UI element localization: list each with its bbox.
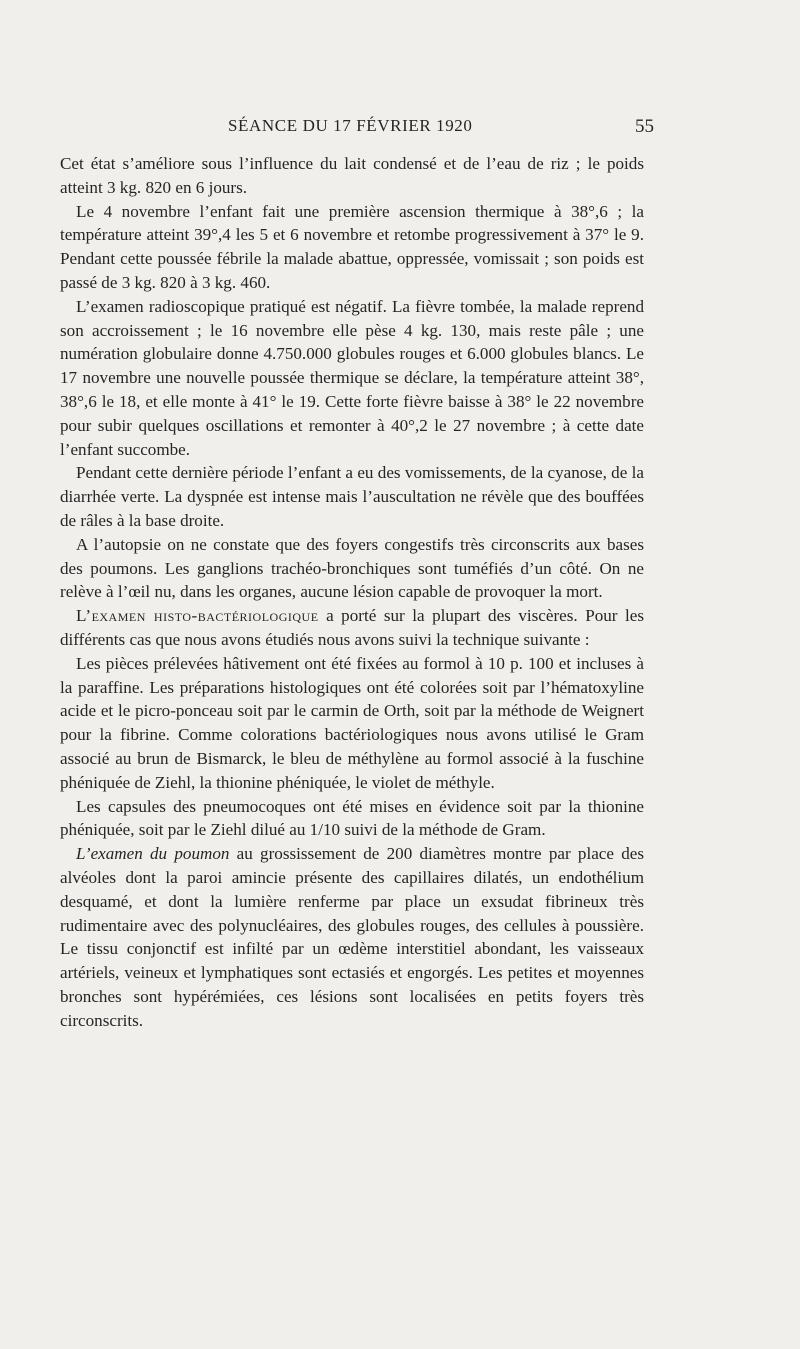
- histo-lead: L’examen histo-bactériologique: [76, 606, 319, 626]
- running-head: SÉANCE DU 17 FÉVRIER 1920: [228, 116, 473, 135]
- poumon-lead: L’examen du poumon: [76, 844, 230, 864]
- paragraph-autopsie: A l’autopsie on ne constate que des foyers congestifs très circonscrits aux bases des poumons. Les ganglions trachéo-bronchiques sont tuméfiés d’un côté. On ne relève à l’œil nu, dans les organes, aucune lésion capable de provoquer la mort.: [60, 534, 644, 602]
- histo-rest: a porté sur la plupart des viscères. Pour les différents cas que nous avons étudiés nous avons suivi la technique suivante :: [60, 606, 644, 649]
- poumon-rest: au grossissement de 200 diamètres montre par place des alvéoles dont la paroi amincie présente des capillaires dilatés, un endothélium desquamé, et dont la lumière renferme par place un exsudat fibrineux très rudimentaire avec des polynucléaires, des globules rouges, des cellules à poussière. Le tissu conjonctif est infilté par un œdème interstitiel abondant, les vaisseaux artériels, veineux et lymphatiques sont ectasiés et engorgés. Les petites et moyennes bronches sont hypérémiées, ces lésions sont localisées en petits foyers très circonscrits.: [60, 844, 644, 1030]
- paragraph-lait-condense: Cet état s’améliore sous l’influence du lait condensé et de l’eau de riz ; le poids atteint 3 kg. 820 en 6 jours.: [60, 154, 644, 197]
- paragraph-ascension-thermique: Le 4 novembre l’enfant fait une première ascension thermique à 38°,6 ; la température atteint 39°,4 les 5 et 6 novembre et retombe progressivement à 37° le 9. Pendant cette poussée fébrile la malade abattue, oppressée, vomissait ; son poids est passé de 3 kg. 820 à 3 kg. 460.: [60, 201, 644, 292]
- paragraph-derniere-periode: Pendant cette dernière période l’enfant a eu des vomissements, de la cyanose, de la diarrhée verte. La dyspnée est intense mais l’auscultation ne révèle que des bouffées de râles à la base droite.: [60, 463, 644, 530]
- body-text: [60, 152, 644, 1032]
- page-number: 55: [635, 116, 654, 137]
- paragraph-examen-radioscopique: L’examen radioscopique pratiqué est négatif. La fièvre tombée, la malade reprend son accroissement ; le 16 novembre elle pèse 4 kg. 130, mais reste pâle ; une numération globulaire donne 4.750.000 globules rouges et 6.000 globules blancs. Le 17 novembre une nouvelle poussée thermique se déclare, la température atteint 38°, 38°,6 le 18, et elle monte à 41° le 19. Cette forte fièvre baisse à 38° le 22 novembre pour subir quelques oscillations et remonter à 40°,2 le 27 novembre ; à cette date l’enfant succombe.: [60, 296, 644, 459]
- paragraph-examen-poumon: [60, 842, 644, 1032]
- page-header: [228, 116, 654, 140]
- paragraph-pieces-prelevees: Les pièces prélevées hâtivement ont été fixées au formol à 10 p. 100 et incluses à la paraffine. Les préparations histologiques ont été colorées soit par l’hématoxyline acide et le picro-ponceau soit par le carmin de Orth, soit par la méthode de Weignert pour la fibrine. Comme colorations bactériologiques nous avons utilisé le Gram associé au brun de Bismarck, le bleu de méthylène au formol associé à la fuschine phéniquée de Ziehl, la thionine phéniquée, le violet de méthyle.: [60, 653, 644, 792]
- paragraph-capsules: Les capsules des pneumocoques ont été mises en évidence soit par la thionine phéniquée, soit par le Ziehl dilué au 1/10 suivi de la méthode de Gram.: [60, 796, 644, 840]
- paragraph-examen-histo: [60, 604, 644, 652]
